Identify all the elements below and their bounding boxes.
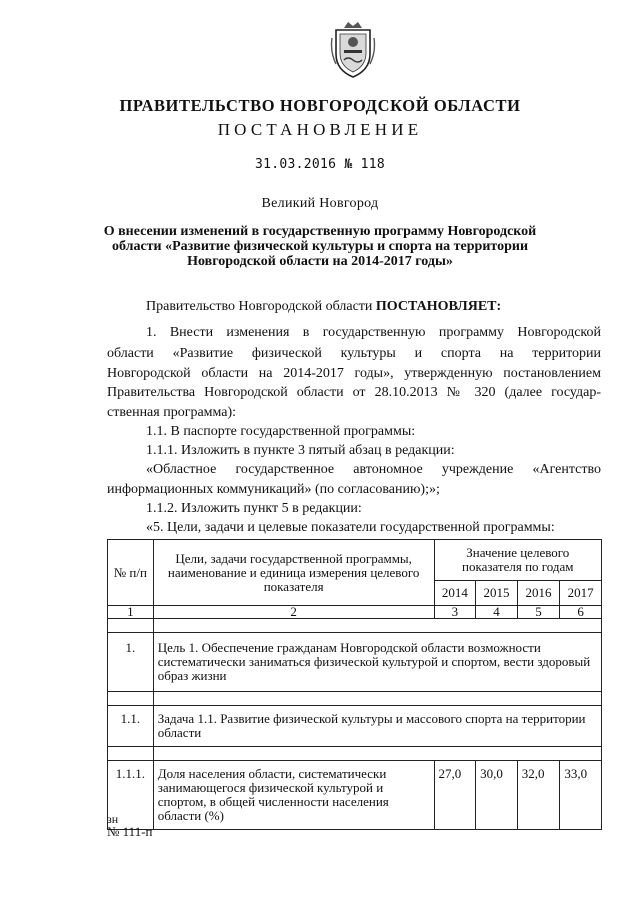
year-2015: 2015 <box>476 581 518 606</box>
col-index-4: 4 <box>476 606 518 619</box>
quote-line-2: информационных коммуникаций» (по согласованию);»; <box>107 482 440 497</box>
table-row <box>108 706 602 747</box>
year-2014: 2014 <box>434 581 476 606</box>
row-text: Задача 1.1. Развитие физической культуры и массового спорта на территории области <box>153 706 601 747</box>
header-goals: Цели, задачи государственной программы, наименование и единица измерения целевого показателя <box>153 540 434 606</box>
goals-table <box>107 539 602 830</box>
col-index-5: 5 <box>517 606 560 619</box>
quote-line-1: «Областное государственное автономное учреждение «Агентство <box>146 462 601 477</box>
paragraph-1-line-3: Новгородской области на 2014-2017 годы», утвержденную постановлением <box>107 366 601 381</box>
paragraph-1-line-4: Правительства Новгородской области от 28.10.2013 № 320 (далее государ- <box>107 385 601 400</box>
preamble <box>146 299 501 315</box>
date-number: 31.03.2016 № 118 <box>254 157 386 172</box>
header-values: Значение целевого показателя по годам <box>434 540 601 581</box>
city-name: Великий Новгород <box>261 196 379 211</box>
year-2016: 2016 <box>517 581 560 606</box>
title-line-2: области «Развитие физической культуры и спорта на территории <box>111 239 529 254</box>
coat-of-arms-emblem <box>330 20 376 80</box>
footer-initials: зн <box>107 812 119 826</box>
row-number: 1.1.1. <box>108 761 154 830</box>
col-index-2: 2 <box>153 606 434 619</box>
value-2014: 27,0 <box>434 761 476 830</box>
spacer-row <box>108 747 602 761</box>
title-line-3: Новгородской области на 2014-2017 годы» <box>187 254 453 269</box>
government-name: ПРАВИТЕЛЬСТВО НОВГОРОДСКОЙ ОБЛАСТИ <box>119 96 521 115</box>
row-number: 1.1. <box>108 706 154 747</box>
column-index-row <box>108 606 602 619</box>
title-line-1: О внесении изменений в государственную программу Новгородской <box>103 224 537 239</box>
value-2015: 30,0 <box>476 761 518 830</box>
spacer-row <box>108 692 602 706</box>
row-text: Цель 1. Обеспечение гражданам Новгородской области возможности систематически заниматься физической культурой и спортом, вести здоровый образ жизни <box>153 633 601 692</box>
preamble-resolves: ПОСТАНОВЛЯЕТ: <box>375 299 502 314</box>
row-number: 1. <box>108 633 154 692</box>
paragraph-1-1: 1.1. В паспорте государственной программы: <box>146 424 416 439</box>
header-number: № п/п <box>108 540 154 606</box>
year-2017: 2017 <box>560 581 602 606</box>
table-row <box>108 633 602 692</box>
paragraph-1-line-1: 1. Внести изменения в государственную программу Новгородской <box>146 325 601 340</box>
table-header-row <box>108 540 602 581</box>
paragraph-1-line-2: области «Развитие физической культуры и спорта на территории <box>107 346 601 361</box>
col-index-1: 1 <box>108 606 154 619</box>
table-row <box>108 761 602 830</box>
paragraph-1-1-2: 1.1.2. Изложить пункт 5 в редакции: <box>146 501 362 516</box>
col-index-6: 6 <box>560 606 602 619</box>
col-index-3: 3 <box>434 606 476 619</box>
paragraph-5-heading: «5. Цели, задачи и целевые показатели государственной программы: <box>146 520 555 535</box>
row-text: Доля населения области, систематически занимающегося физической культурой и спортом, в общей численности населения области (%) <box>153 761 434 830</box>
preamble-text: Правительство Новгородской области <box>146 299 376 314</box>
value-2017: 33,0 <box>560 761 602 830</box>
document-type: ПОСТАНОВЛЕНИЕ <box>217 120 423 139</box>
value-2016: 32,0 <box>517 761 560 830</box>
footer-code: № 111-п <box>107 824 153 839</box>
paragraph-1-line-5: ственная программа): <box>107 405 237 420</box>
paragraph-1-1-1: 1.1.1. Изложить в пункте 3 пятый абзац в редакции: <box>146 443 455 458</box>
spacer-row <box>108 619 602 633</box>
document-title <box>0 224 640 269</box>
